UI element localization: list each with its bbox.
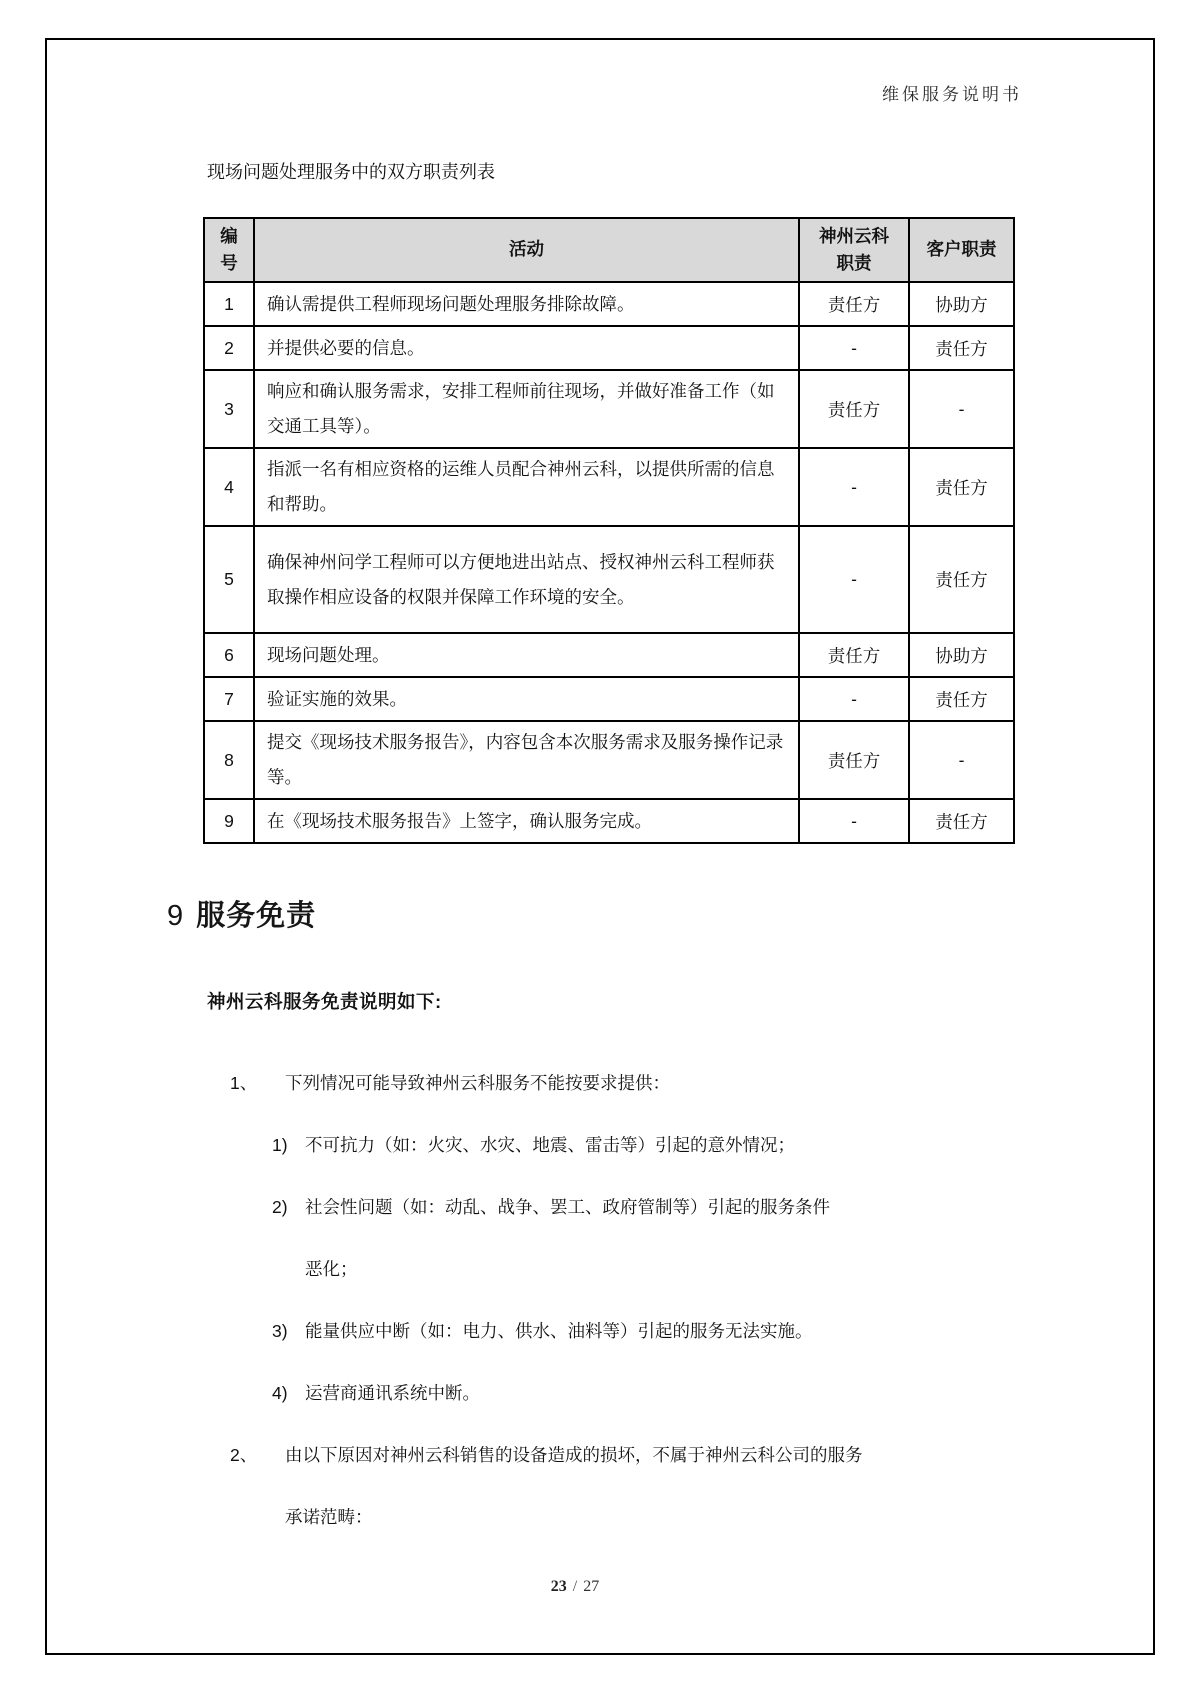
- cell-customer: 责任方: [909, 326, 1014, 370]
- cell-no: 2: [204, 326, 254, 370]
- list-item-text: 由以下原因对神州云科销售的设备造成的损坏，不属于神州云科公司的服务: [285, 1445, 863, 1465]
- cell-no: 1: [204, 282, 254, 326]
- cell-activity: 验证实施的效果。: [254, 677, 799, 721]
- table-row: [204, 282, 1014, 326]
- cell-customer: -: [909, 370, 1014, 448]
- table-row: [204, 370, 1014, 448]
- list-item-label: 4): [272, 1383, 288, 1403]
- list-item-text-line2: 恶化；: [305, 1259, 358, 1279]
- list-item-text: 不可抗力（如：火灾、水灾、地震、雷击等）引起的意外情况；: [305, 1135, 795, 1155]
- list-item-text: 社会性问题（如：动乱、战争、罢工、政府管制等）引起的服务条件: [305, 1197, 830, 1217]
- cell-no: 5: [204, 526, 254, 633]
- doc-header-title: 维保服务说明书: [882, 85, 1022, 104]
- table-row: [204, 799, 1014, 843]
- cell-activity: 现场问题处理。: [254, 633, 799, 677]
- cell-vendor: -: [799, 799, 909, 843]
- header-cell-activity: 活动: [254, 218, 799, 282]
- cell-customer: 责任方: [909, 526, 1014, 633]
- disclaimer-list: [0, 1052, 975, 1548]
- cell-no: 3: [204, 370, 254, 448]
- cell-vendor: -: [799, 448, 909, 526]
- list-item-text: 能量供应中断（如：电力、供水、油料等）引起的服务无法实施。: [305, 1321, 813, 1341]
- cell-customer: 协助方: [909, 282, 1014, 326]
- cell-vendor: 责任方: [799, 282, 909, 326]
- list-item: [0, 1114, 975, 1176]
- cell-customer: 协助方: [909, 633, 1014, 677]
- cell-no: 7: [204, 677, 254, 721]
- disclaimer-intro: 神州云科服务免责说明如下:: [207, 991, 442, 1012]
- section-title: 服务免责: [196, 900, 317, 932]
- list-item-text: 运营商通讯系统中断。: [305, 1383, 480, 1403]
- cell-vendor: -: [799, 326, 909, 370]
- cell-no: 8: [204, 721, 254, 799]
- list-item-label: 1): [272, 1135, 288, 1155]
- footer-total-pages: 27: [583, 1578, 600, 1595]
- footer-separator: /: [572, 1578, 578, 1595]
- cell-activity: 并提供必要的信息。: [254, 326, 799, 370]
- cell-vendor: 责任方: [799, 370, 909, 448]
- list-item: [0, 1176, 975, 1300]
- cell-customer: 责任方: [909, 799, 1014, 843]
- list-item: [0, 1362, 975, 1424]
- cell-no: 6: [204, 633, 254, 677]
- table-row: [204, 526, 1014, 633]
- cell-no: 9: [204, 799, 254, 843]
- header-cell-no: 编号: [204, 218, 254, 282]
- cell-no: 4: [204, 448, 254, 526]
- cell-activity: 在《现场技术服务报告》上签字，确认服务完成。: [254, 799, 799, 843]
- cell-activity: 响应和确认服务需求，安排工程师前往现场，并做好准备工作（如交通工具等）。: [254, 370, 799, 448]
- cell-vendor: 责任方: [799, 721, 909, 799]
- responsibilities-table: [203, 217, 1015, 844]
- table-row: [204, 633, 1014, 677]
- table-row: [204, 326, 1014, 370]
- cell-activity: 确保神州问学工程师可以方便地进出站点、授权神州云科工程师获取操作相应设备的权限并保障工作环境的安全。: [254, 526, 799, 633]
- list-item: [0, 1300, 975, 1362]
- list-item-label: 1、: [230, 1073, 258, 1093]
- footer-page-number: 23: [550, 1578, 567, 1595]
- table-row: [204, 677, 1014, 721]
- section-heading: [167, 893, 316, 934]
- section-number: 9: [167, 900, 184, 932]
- table-row: [204, 721, 1014, 799]
- cell-activity: 指派一名有相应资格的运维人员配合神州云科，以提供所需的信息和帮助。: [254, 448, 799, 526]
- table-caption: 现场问题处理服务中的双方职责列表: [207, 162, 495, 182]
- list-item-label: 2、: [230, 1445, 258, 1465]
- cell-customer: 责任方: [909, 677, 1014, 721]
- header-cell-customer: 客户职责: [909, 218, 1014, 282]
- cell-activity: 提交《现场技术服务报告》，内容包含本次服务需求及服务操作记录等。: [254, 721, 799, 799]
- table-row: [204, 448, 1014, 526]
- list-item-text-line2: 承诺范畴：: [285, 1507, 373, 1527]
- list-item: [0, 1424, 975, 1548]
- cell-vendor: 责任方: [799, 633, 909, 677]
- list-item-text: 下列情况可能导致神州云科服务不能按要求提供：: [285, 1073, 670, 1093]
- cell-vendor: -: [799, 677, 909, 721]
- page-footer: [0, 1578, 1150, 1596]
- list-item-label: 3): [272, 1321, 288, 1341]
- header-cell-vendor: 神州云科职责: [799, 218, 909, 282]
- cell-vendor: -: [799, 526, 909, 633]
- list-item: [0, 1052, 975, 1114]
- cell-customer: 责任方: [909, 448, 1014, 526]
- cell-activity: 确认需提供工程师现场问题处理服务排除故障。: [254, 282, 799, 326]
- table-header-row: [204, 218, 1014, 282]
- cell-customer: -: [909, 721, 1014, 799]
- list-item-label: 2): [272, 1197, 288, 1217]
